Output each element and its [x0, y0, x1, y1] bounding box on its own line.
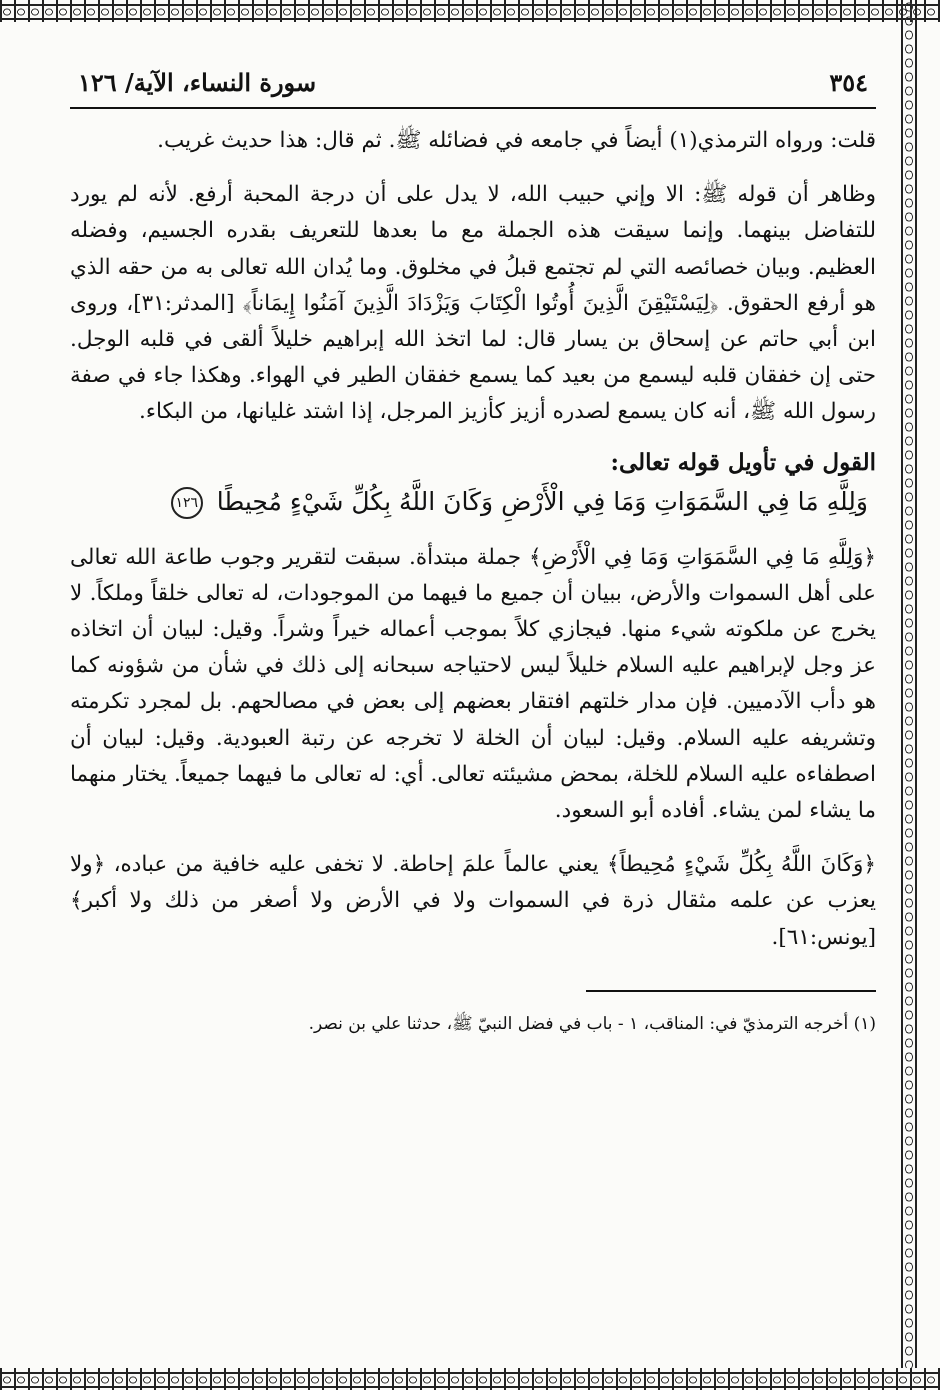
quran-verse	[70, 480, 876, 524]
page-number: ٣٥٤	[829, 68, 868, 97]
ornamental-border-top	[0, 0, 940, 22]
page-content	[70, 60, 876, 1038]
footnote: (١) أخرجه الترمذيّ في: المناقب، ١ - باب في فضل النبيّ ﷺ، حدثنا علي بن نصر.	[308, 1013, 876, 1034]
ornamental-border-bottom	[0, 1368, 940, 1390]
paragraph-tafsir-1: ﴿وَلِلَّهِ مَا فِي السَّمَوَاتِ وَمَا فِي الْأَرْضِ﴾ جملة مبتدأة. سبقت لتقرير وجوب طاعة الله تعالى على أهل السموات والأرض، ببيان أن جميع ما فيهما من الموجودات، له تعالى خلقاً وملكاً. لا يخرج عن ملكوته شيء منها. فيجازي كلاً بموجب أعماله خيراً وشراً. وقيل: لبيان أن اتخاذه عز وجل لإبراهيم عليه السلام خليلاً ليس لاحتياجه سبحانه إلى ذلك في شأن من شؤونه كما هو دأب الآدميين. فإن مدار خلتهم افتقار بعضهم إلى بعض في مصالحهم. بل لمجرد تكرمته وتشريفه عليه السلام. وقيل: لبيان أن الخلة لا تخرجه عن رتبة العبودية. وقيل: لبيان أن اصطفاءه عليه السلام للخلة، بمحض مشيئته تعالى. أي: له تعالى ما فيهما جميعاً. يختار منهما ما يشاء لمن يشاء. أفاده أبو السعود.	[70, 544, 876, 824]
page-header	[70, 60, 876, 107]
footnote-rule	[586, 990, 876, 992]
ayah-number-marker: ١٢٦	[171, 487, 203, 519]
section-title: القول في تأويل قوله تعالى:	[610, 448, 876, 476]
paragraph-tirmidhi: قلت: ورواه الترمذي(١) أيضاً في جامعه في فضائله ﷺ. ثم قال: هذا حديث غريب.	[157, 128, 876, 153]
surah-info: سورة النساء، الآية/ ١٢٦	[78, 68, 317, 97]
ornamental-border-right	[896, 0, 920, 1390]
paragraph-tafsir-2: ﴿وَكَانَ اللَّهُ بِكُلِّ شَيْءٍ مُحِيطاً﴾ يعني عالماً علمَ إحاطة. لا تخفى عليه خافية من عباده، ﴿ولا يعزب عن علمه مثقال ذرة في السموات ولا في الأرض ولا أصغر من ذلك ولا أكبر﴾ [يونس:٦١].	[70, 852, 876, 950]
verse-text: وَلِلَّهِ مَا فِي السَّمَوَاتِ وَمَا فِي الْأَرْضِ وَكَانَ اللَّهُ بِكُلِّ شَيْءٍ مُحِيطًا	[216, 486, 868, 516]
header-rule	[70, 107, 876, 109]
paragraph-commentary: وظاهر أن قوله ﷺ: الا وإني حبيب الله، لا يدل على أن درجة المحبة أرفع. لأنه لم يورد للتفاضل بينهما. وإنما سيقت هذه الجملة مع ما بعدها للتعريف بقدره الجسيم، وفضله العظيم. وبيان خصائصه التي لم تجتمع قبلُ في مخلوق. وما يُدان الله تعالى به من حقه الذي هو أرفع الحقوق. ﴿لِيَسْتَيْقِنَ الَّذِينَ أُوتُوا الْكِتَابَ وَيَزْدَادَ الَّذِينَ آمَنُوا إِيمَاناً﴾ [المدثر:٣١]، وروى ابن أبي حاتم عن إسحاق بن يسار قال: لما اتخذ الله إبراهيم خليلاً ألقى في قلبه الوجل. حتى إن خفقان قلبه ليسمع من بعيد كما يسمع خفقان الطير في الهواء. وهكذا جاء في صفة رسول الله ﷺ، أنه كان يسمع لصدره أزيز كأزيز المرجل، إذا اشتد غليانها، من البكاء.	[70, 182, 876, 425]
